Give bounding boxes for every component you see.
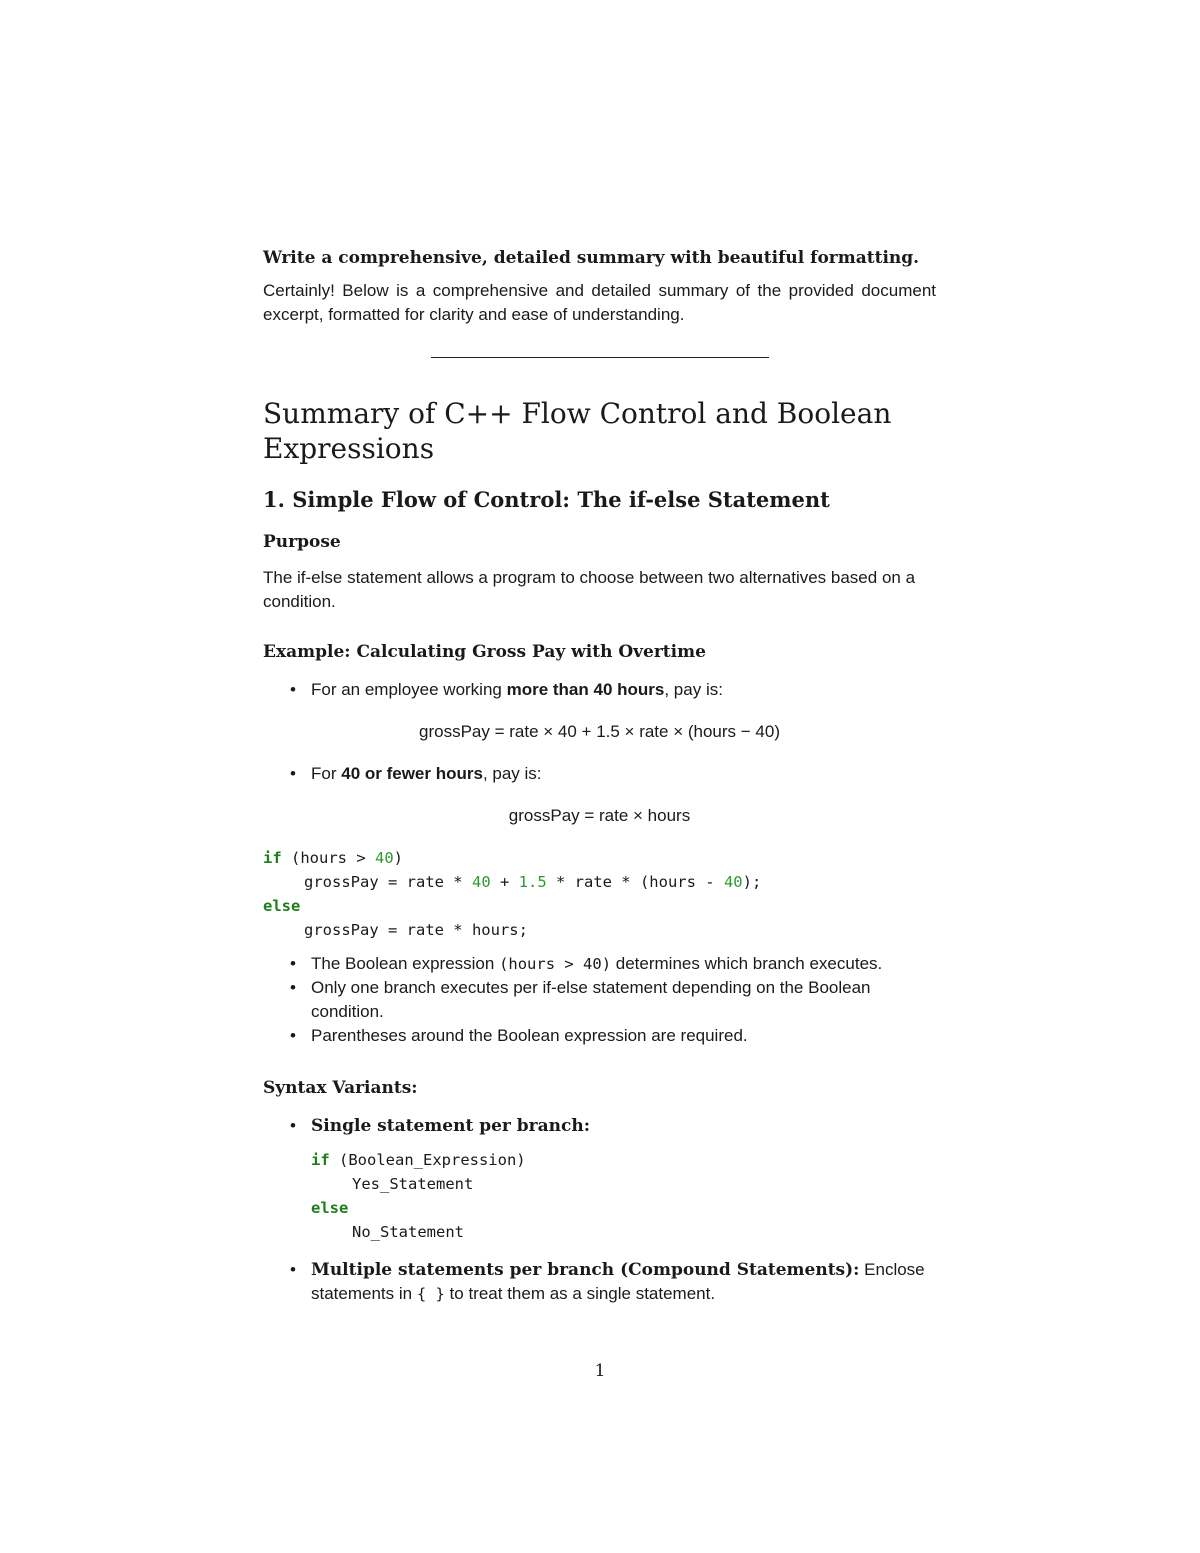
- purpose-heading: Purpose: [263, 532, 341, 552]
- horizontal-rule: [431, 357, 769, 358]
- code-line-2: [263, 870, 936, 894]
- example-list-2: [263, 762, 936, 786]
- text-bold: 40 or fewer hours: [341, 764, 483, 783]
- text-span: determines which branch executes.: [611, 954, 883, 973]
- code-number: 40: [723, 873, 743, 891]
- code-line-3: [263, 894, 936, 918]
- code-line-4: [311, 1220, 936, 1244]
- syntax-code-block: [311, 1148, 936, 1244]
- text-span: required: [680, 1026, 743, 1045]
- code-line-2: [311, 1172, 936, 1196]
- code-number: 40: [375, 849, 394, 867]
- code-line-3: [311, 1196, 936, 1220]
- code-text: (hours >: [281, 849, 375, 867]
- document-title: Summary of C++ Flow Control and Boolean Expressions: [263, 397, 892, 465]
- code-text: (Boolean_Expression): [329, 1151, 526, 1169]
- code-line-4: [263, 918, 936, 942]
- text-span: if-else: [542, 978, 588, 997]
- bullet-icon: •: [290, 978, 296, 997]
- keyword-else: else: [311, 1199, 349, 1217]
- equation-overtime: grossPay = rate × 40 + 1.5 × rate × (hours − 40): [419, 722, 780, 741]
- text-span: .: [742, 1026, 748, 1045]
- bullet-icon: •: [290, 1026, 296, 1045]
- equation-regular: grossPay = rate × hours: [508, 806, 691, 825]
- code-text: ): [393, 849, 404, 867]
- code-text: Yes_Statement: [352, 1175, 474, 1193]
- notes-list: [263, 952, 936, 1048]
- keyword-if: if: [263, 849, 282, 867]
- code-number: 1.5: [518, 873, 547, 891]
- code-text: grossPay = rate *: [304, 873, 472, 891]
- code-number: 40: [471, 873, 491, 891]
- list-item-multi: [263, 1258, 936, 1306]
- code-text: * rate * (hours -: [546, 873, 724, 891]
- list-item-note-1: [263, 952, 936, 976]
- text-span: Enclose statements in: [311, 1260, 925, 1303]
- code-line-1: [311, 1148, 936, 1172]
- text-span: For: [311, 764, 342, 783]
- keyword-if: if: [311, 1151, 330, 1169]
- text-span: Parentheses around the Boolean expression are: [311, 1026, 681, 1045]
- prompt-text: Write a comprehensive, detailed summary with beautiful formatting.: [263, 248, 920, 268]
- list-item-note-3: [263, 1024, 936, 1048]
- bullet-icon: •: [290, 954, 296, 973]
- inline-code: { }: [416, 1285, 445, 1303]
- code-text: +: [490, 873, 519, 891]
- text-span: statement depending on the Boolean condition.: [311, 978, 871, 1021]
- bullet-icon: •: [290, 1260, 296, 1279]
- code-text: No_Statement: [352, 1223, 464, 1241]
- text-span: Only one branch executes per: [311, 978, 543, 997]
- intro-text: Certainly! Below is a comprehensive and detailed summary of the provided document excerpt, formatted for clarity and ease of understanding.: [263, 281, 936, 324]
- code-line-1: [263, 846, 936, 870]
- code-text: );: [742, 873, 762, 891]
- bullet-icon: •: [290, 1116, 296, 1135]
- purpose-text: The if-else statement allows a program to choose between two alternatives based on a condition.: [263, 568, 916, 611]
- section-heading: 1. Simple Flow of Control: The if-else Statement: [263, 487, 830, 512]
- text-span: , pay is:: [482, 764, 542, 783]
- inline-code: (hours > 40): [499, 955, 612, 973]
- list-item-note-2: [263, 976, 936, 1024]
- list-item-regular: [263, 762, 936, 786]
- document-page: [263, 243, 936, 1306]
- syntax-heading: Syntax Variants:: [263, 1078, 418, 1098]
- page-number: 1: [594, 1361, 606, 1381]
- text-span: to treat them as a single statement.: [444, 1284, 716, 1303]
- syntax-multi-label: Multiple statements per branch (Compound Statements):: [311, 1260, 860, 1280]
- list-item-overtime: [263, 678, 936, 702]
- code-indent: [263, 870, 761, 894]
- code-block: [263, 846, 936, 942]
- text-span: For an employee working: [311, 680, 507, 699]
- text-span: The Boolean expression: [311, 954, 500, 973]
- list-item-single: [263, 1114, 936, 1244]
- example-list: [263, 678, 936, 702]
- bullet-icon: •: [290, 764, 296, 783]
- text-bold: more than 40 hours: [506, 680, 665, 699]
- syntax-single-label: Single statement per branch:: [311, 1116, 590, 1136]
- text-span: , pay is:: [664, 680, 723, 699]
- keyword-else: else: [263, 897, 301, 915]
- syntax-list: [263, 1114, 936, 1306]
- bullet-icon: •: [290, 680, 296, 699]
- code-text: grossPay = rate * hours;: [304, 921, 528, 939]
- example-heading: Example: Calculating Gross Pay with Overtime: [263, 642, 706, 662]
